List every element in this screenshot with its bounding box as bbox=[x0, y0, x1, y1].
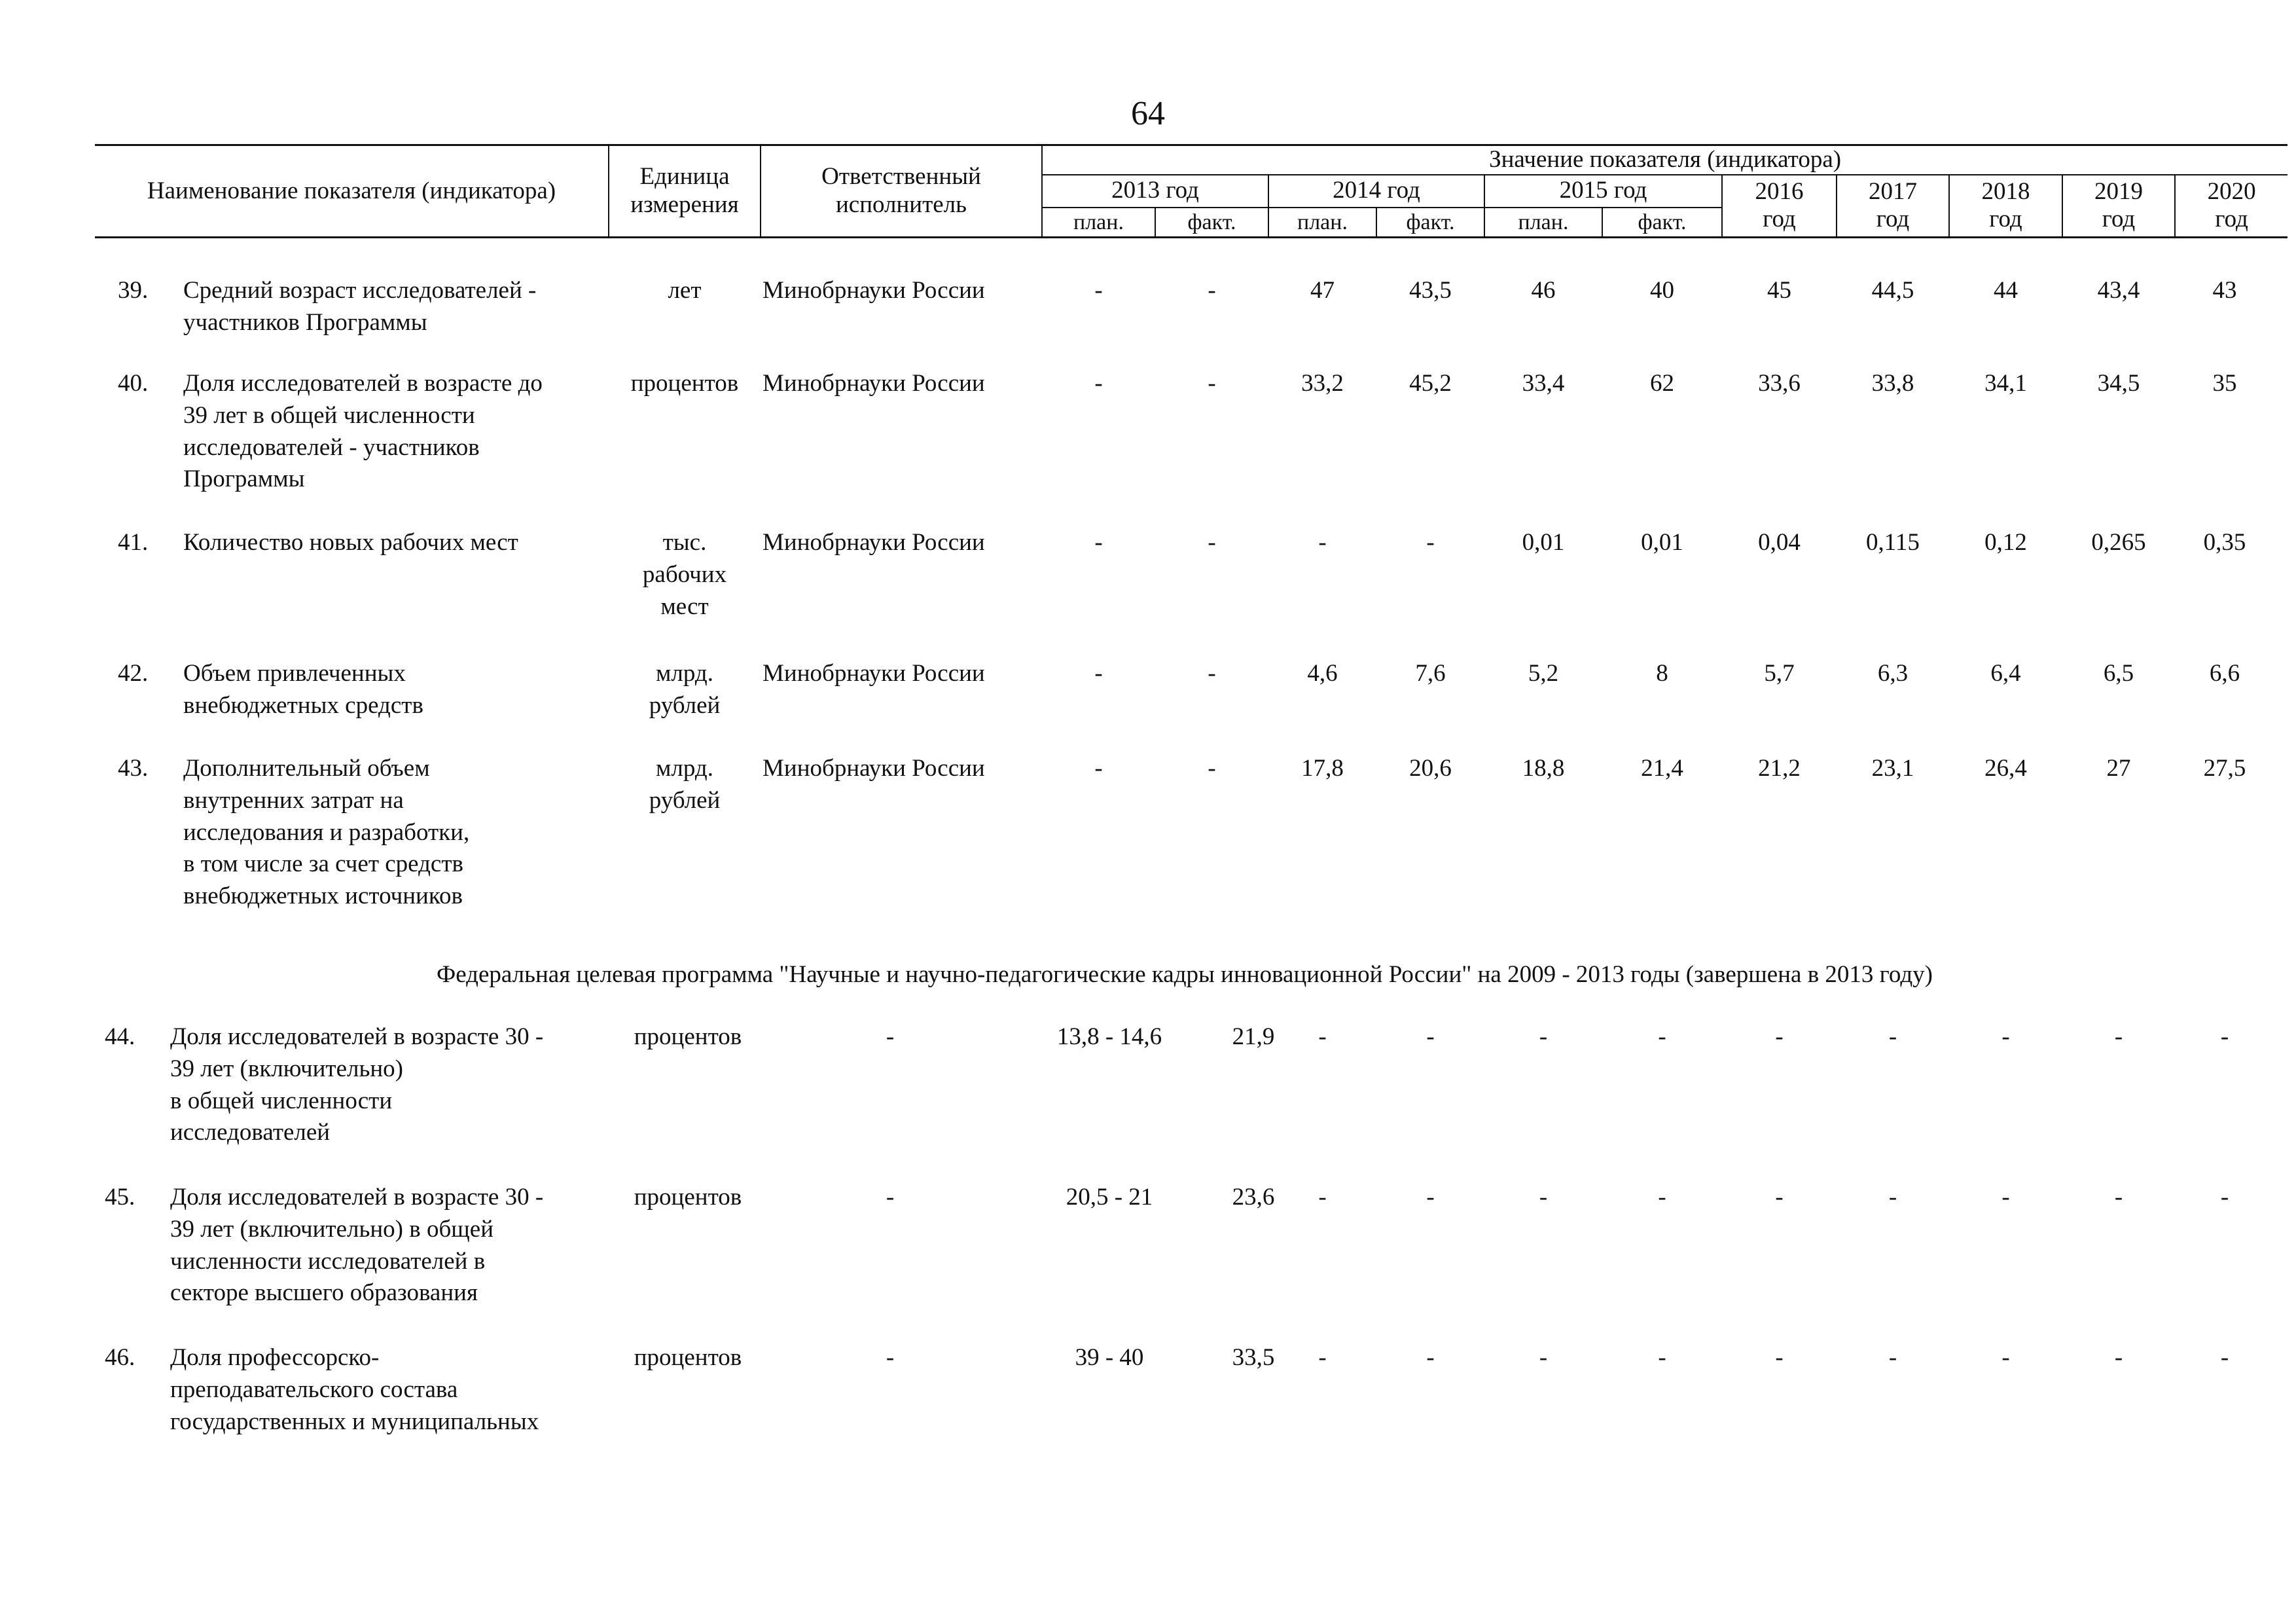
row-number: 40. bbox=[118, 370, 149, 397]
value-fact: 33,5 bbox=[1232, 1344, 1275, 1371]
value-2015-fact: 40 bbox=[1650, 277, 1674, 304]
indicator-name: Средний возраст исследователей - участников Программы bbox=[183, 277, 537, 336]
value-2013-plan: - bbox=[1094, 755, 1103, 782]
header-year-2020: 2020 год bbox=[2175, 175, 2287, 238]
value-2014-fact: 7,6 bbox=[1415, 660, 1446, 687]
value-dash: - bbox=[1318, 1344, 1327, 1371]
value-dash: - bbox=[2001, 1184, 2010, 1211]
value-dash: - bbox=[1539, 1344, 1548, 1371]
value-2018: 44 bbox=[1994, 277, 2018, 304]
value-2018: 26,4 bbox=[1984, 755, 2027, 782]
value-2015-plan: 33,4 bbox=[1522, 370, 1565, 397]
value-2019: 6,5 bbox=[2103, 660, 2134, 687]
value-2014-plan: 4,6 bbox=[1307, 660, 1338, 687]
value-2020: 0,35 bbox=[2203, 529, 2246, 556]
value-dash: - bbox=[1775, 1184, 1784, 1211]
value-plan: 20,5 - 21 bbox=[1066, 1184, 1153, 1211]
value-2020: 35 bbox=[2212, 370, 2237, 397]
header-plan-2015: план. bbox=[1484, 208, 1602, 238]
indicator-name: Количество новых рабочих мест bbox=[183, 529, 518, 556]
value-2019: 27 bbox=[2106, 755, 2131, 782]
value-dash: - bbox=[1318, 1184, 1327, 1211]
table-header bbox=[95, 144, 2287, 238]
row-number: 41. bbox=[118, 529, 149, 556]
value-dash: - bbox=[1775, 1344, 1784, 1371]
value-2015-plan: 46 bbox=[1531, 277, 1556, 304]
row-number: 45. bbox=[105, 1184, 135, 1211]
value-2017: 0,115 bbox=[1866, 529, 1920, 556]
value-dash: - bbox=[1888, 1184, 1897, 1211]
indicator-name: Доля исследователей в возрасте 30 - 39 лет (включительно) в общей численности исследователей в секторе высшего образования bbox=[170, 1184, 544, 1307]
value-2016: 33,6 bbox=[1758, 370, 1801, 397]
row-number: 42. bbox=[118, 660, 149, 687]
header-year-2015: 2015 год bbox=[1484, 175, 1722, 208]
executor: - bbox=[886, 1184, 895, 1211]
value-dash: - bbox=[1888, 1023, 1897, 1050]
value-2019: 43,4 bbox=[2097, 277, 2140, 304]
value-2014-plan: 47 bbox=[1310, 277, 1335, 304]
value-2014-fact: 45,2 bbox=[1409, 370, 1452, 397]
executor: Минобрнауки России bbox=[762, 277, 985, 304]
header-year-2014: 2014 год bbox=[1268, 175, 1484, 208]
indicator-name: Доля исследователей в возрасте до 39 лет в общей численности исследователей - участников Программы bbox=[183, 370, 543, 493]
value-2019: 34,5 bbox=[2097, 370, 2140, 397]
header-fact-2013: факт. bbox=[1155, 208, 1268, 238]
indicator-name: Объем привлеченных внебюджетных средств bbox=[183, 660, 423, 719]
value-2015-fact: 21,4 bbox=[1641, 755, 1683, 782]
value-2014-fact: - bbox=[1426, 529, 1435, 556]
value-2020: 6,6 bbox=[2209, 660, 2240, 687]
value-2013-fact: - bbox=[1208, 277, 1216, 304]
value-plan: 39 - 40 bbox=[1075, 1344, 1144, 1371]
header-name: Наименование показателя (индикатора) bbox=[95, 145, 609, 238]
header-year-2013: 2013 год bbox=[1042, 175, 1268, 208]
indicator-name: Дополнительный объем внутренних затрат на исследования и разработки, в том числе за счет средств внебюджетных источников bbox=[183, 755, 470, 910]
value-2020: 27,5 bbox=[2203, 755, 2246, 782]
value-2013-plan: - bbox=[1094, 370, 1103, 397]
unit: лет bbox=[668, 277, 702, 304]
value-2013-plan: - bbox=[1094, 529, 1103, 556]
header-unit: Единица измерения bbox=[609, 145, 761, 238]
value-dash: - bbox=[2220, 1344, 2229, 1371]
row-number: 44. bbox=[105, 1023, 135, 1050]
value-2015-plan: 0,01 bbox=[1522, 529, 1565, 556]
value-dash: - bbox=[1539, 1184, 1548, 1211]
value-dash: - bbox=[1426, 1023, 1435, 1050]
unit: процентов bbox=[634, 1344, 742, 1371]
value-dash: - bbox=[1539, 1023, 1548, 1050]
unit: процентов bbox=[634, 1023, 742, 1050]
value-dash: - bbox=[2001, 1023, 2010, 1050]
executor: - bbox=[886, 1344, 895, 1371]
value-2013-fact: - bbox=[1208, 660, 1216, 687]
unit: млрд. рублей bbox=[649, 755, 721, 814]
executor: Минобрнауки России bbox=[762, 755, 985, 782]
value-dash: - bbox=[1888, 1344, 1897, 1371]
value-dash: - bbox=[1426, 1344, 1435, 1371]
executor: Минобрнауки России bbox=[762, 660, 985, 687]
value-2017: 6,3 bbox=[1877, 660, 1909, 687]
value-dash: - bbox=[1658, 1344, 1666, 1371]
value-dash: - bbox=[2114, 1344, 2123, 1371]
value-2016: 45 bbox=[1767, 277, 1791, 304]
header-year-2018: 2018 год bbox=[1949, 175, 2062, 238]
value-2016: 21,2 bbox=[1758, 755, 1801, 782]
value-2017: 23,1 bbox=[1871, 755, 1914, 782]
value-2014-plan: 17,8 bbox=[1301, 755, 1344, 782]
row-number: 46. bbox=[105, 1344, 135, 1371]
value-dash: - bbox=[1318, 1023, 1327, 1050]
value-dash: - bbox=[2220, 1023, 2229, 1050]
value-dash: - bbox=[1658, 1023, 1666, 1050]
value-dash: - bbox=[1775, 1023, 1784, 1050]
section-title: Федеральная целевая программа "Научные и научно-педагогические кадры инновационной России" на 2009 - 2013 годы (завершена в 2013 году) bbox=[437, 961, 1933, 988]
value-2017: 33,8 bbox=[1871, 370, 1914, 397]
value-2014-fact: 43,5 bbox=[1409, 277, 1452, 304]
header-year-2016: 2016 год bbox=[1722, 175, 1837, 238]
indicator-name: Доля профессорско- преподавательского состава государственных и муниципальных bbox=[170, 1344, 539, 1435]
value-2015-fact: 62 bbox=[1650, 370, 1674, 397]
header-fact-2014: факт. bbox=[1376, 208, 1484, 238]
header-plan-2013: план. bbox=[1042, 208, 1155, 238]
value-2019: 0,265 bbox=[2091, 529, 2146, 556]
value-dash: - bbox=[1426, 1184, 1435, 1211]
unit: млрд. рублей bbox=[649, 660, 721, 719]
value-plan: 13,8 - 14,6 bbox=[1056, 1023, 1162, 1050]
value-2015-plan: 5,2 bbox=[1528, 660, 1559, 687]
value-dash: - bbox=[1658, 1184, 1666, 1211]
value-2017: 44,5 bbox=[1871, 277, 1914, 304]
executor: Минобрнауки России bbox=[762, 370, 985, 397]
executor: Минобрнауки России bbox=[762, 529, 985, 556]
value-2013-plan: - bbox=[1094, 660, 1103, 687]
row-number: 39. bbox=[118, 277, 149, 304]
header-executor: Ответственный исполнитель bbox=[761, 145, 1042, 238]
unit: процентов bbox=[630, 370, 739, 397]
value-fact: 21,9 bbox=[1232, 1023, 1275, 1050]
header-value-group: Значение показателя (индикатора) bbox=[1042, 145, 2287, 175]
value-2015-plan: 18,8 bbox=[1522, 755, 1565, 782]
value-2013-fact: - bbox=[1208, 755, 1216, 782]
header-year-2019: 2019 год bbox=[2062, 175, 2175, 238]
value-dash: - bbox=[2114, 1023, 2123, 1050]
executor: - bbox=[886, 1023, 895, 1050]
header-year-2017: 2017 год bbox=[1837, 175, 1949, 238]
row-number: 43. bbox=[118, 755, 149, 782]
value-dash: - bbox=[2220, 1184, 2229, 1211]
value-2020: 43 bbox=[2212, 277, 2237, 304]
value-2014-fact: 20,6 bbox=[1409, 755, 1452, 782]
header-plan-2014: план. bbox=[1268, 208, 1376, 238]
value-2018: 34,1 bbox=[1984, 370, 2027, 397]
value-2014-plan: 33,2 bbox=[1301, 370, 1344, 397]
value-2015-fact: 0,01 bbox=[1641, 529, 1683, 556]
value-2013-fact: - bbox=[1208, 529, 1216, 556]
header-fact-2015: факт. bbox=[1602, 208, 1722, 238]
value-2015-fact: 8 bbox=[1656, 660, 1668, 687]
value-2018: 6,4 bbox=[1990, 660, 2021, 687]
value-2013-fact: - bbox=[1208, 370, 1216, 397]
value-dash: - bbox=[2001, 1344, 2010, 1371]
value-dash: - bbox=[2114, 1184, 2123, 1211]
unit: процентов bbox=[634, 1184, 742, 1211]
indicator-name: Доля исследователей в возрасте 30 - 39 лет (включительно) в общей численности исследователей bbox=[170, 1023, 544, 1146]
value-fact: 23,6 bbox=[1232, 1184, 1275, 1211]
value-2018: 0,12 bbox=[1984, 529, 2027, 556]
value-2013-plan: - bbox=[1094, 277, 1103, 304]
unit: тыс. рабочих мест bbox=[642, 529, 727, 620]
value-2014-plan: - bbox=[1318, 529, 1327, 556]
value-2016: 0,04 bbox=[1758, 529, 1801, 556]
page-number: 64 bbox=[1131, 95, 1165, 132]
value-2016: 5,7 bbox=[1764, 660, 1795, 687]
